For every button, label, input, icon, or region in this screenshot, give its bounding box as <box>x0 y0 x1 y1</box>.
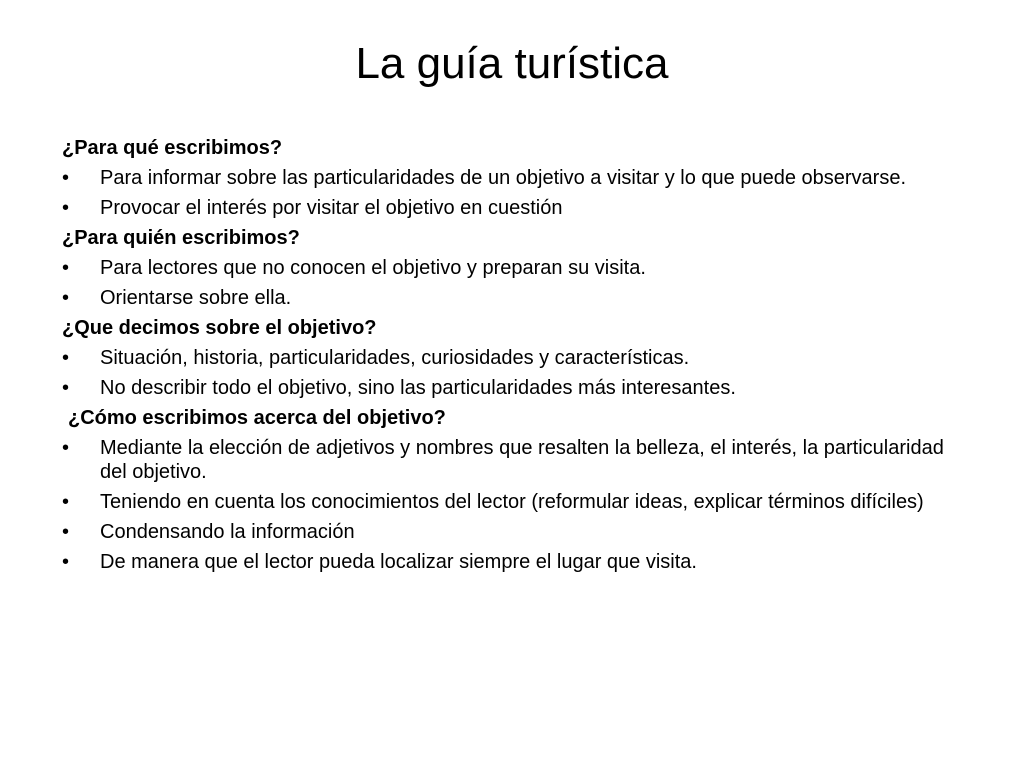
bullet-text: Para informar sobre las particularidades de un objetivo a visitar y lo que puede observarse. <box>100 167 906 189</box>
bullet-icon: • <box>62 257 70 279</box>
bullet-icon: • <box>62 521 70 543</box>
bullet-text: Mediante la elección de adjetivos y nombres que resalten la belleza, el interés, la particularidad del objetivo. <box>100 437 944 483</box>
section-heading: ¿Para qué escribimos? <box>62 137 283 159</box>
bullet-icon: • <box>62 287 70 309</box>
bullet-item <box>62 196 962 220</box>
bullet-text: Condensando la información <box>100 521 355 543</box>
bullet-icon: • <box>62 377 70 399</box>
section-heading: ¿Que decimos sobre el objetivo? <box>62 317 377 339</box>
bullet-text: Situación, historia, particularidades, curiosidades y características. <box>100 347 690 369</box>
bullet-icon: • <box>62 491 70 513</box>
bullet-item <box>62 490 962 514</box>
bullet-icon: • <box>62 437 70 459</box>
section-heading: ¿Para quién escribimos? <box>62 227 300 249</box>
bullet-item <box>62 346 962 370</box>
bullet-text: Para lectores que no conocen el objetivo y preparan su visita. <box>100 257 646 279</box>
bullet-text: Orientarse sobre ella. <box>100 287 292 309</box>
bullet-text: De manera que el lector pueda localizar siempre el lugar que visita. <box>100 551 697 573</box>
bullet-item <box>62 166 962 190</box>
bullet-text: Teniendo en cuenta los conocimientos del lector (reformular ideas, explicar términos difíciles) <box>100 491 924 513</box>
bullet-item <box>62 436 962 484</box>
bullet-item <box>62 550 962 574</box>
bullet-icon: • <box>62 551 70 573</box>
bullet-icon: • <box>62 197 70 219</box>
bullet-item <box>62 520 962 544</box>
bullet-item <box>62 256 962 280</box>
bullet-item <box>62 376 962 400</box>
slide-content <box>62 136 962 580</box>
bullet-icon: • <box>62 167 70 189</box>
slide-title: La guía turística <box>355 39 669 88</box>
bullet-text: Provocar el interés por visitar el objetivo en cuestión <box>100 197 563 219</box>
bullet-icon: • <box>62 347 70 369</box>
bullet-item <box>62 286 962 310</box>
bullet-text: No describir todo el objetivo, sino las particularidades más interesantes. <box>100 377 736 399</box>
section-heading: ¿Cómo escribimos acerca del objetivo? <box>68 407 446 429</box>
